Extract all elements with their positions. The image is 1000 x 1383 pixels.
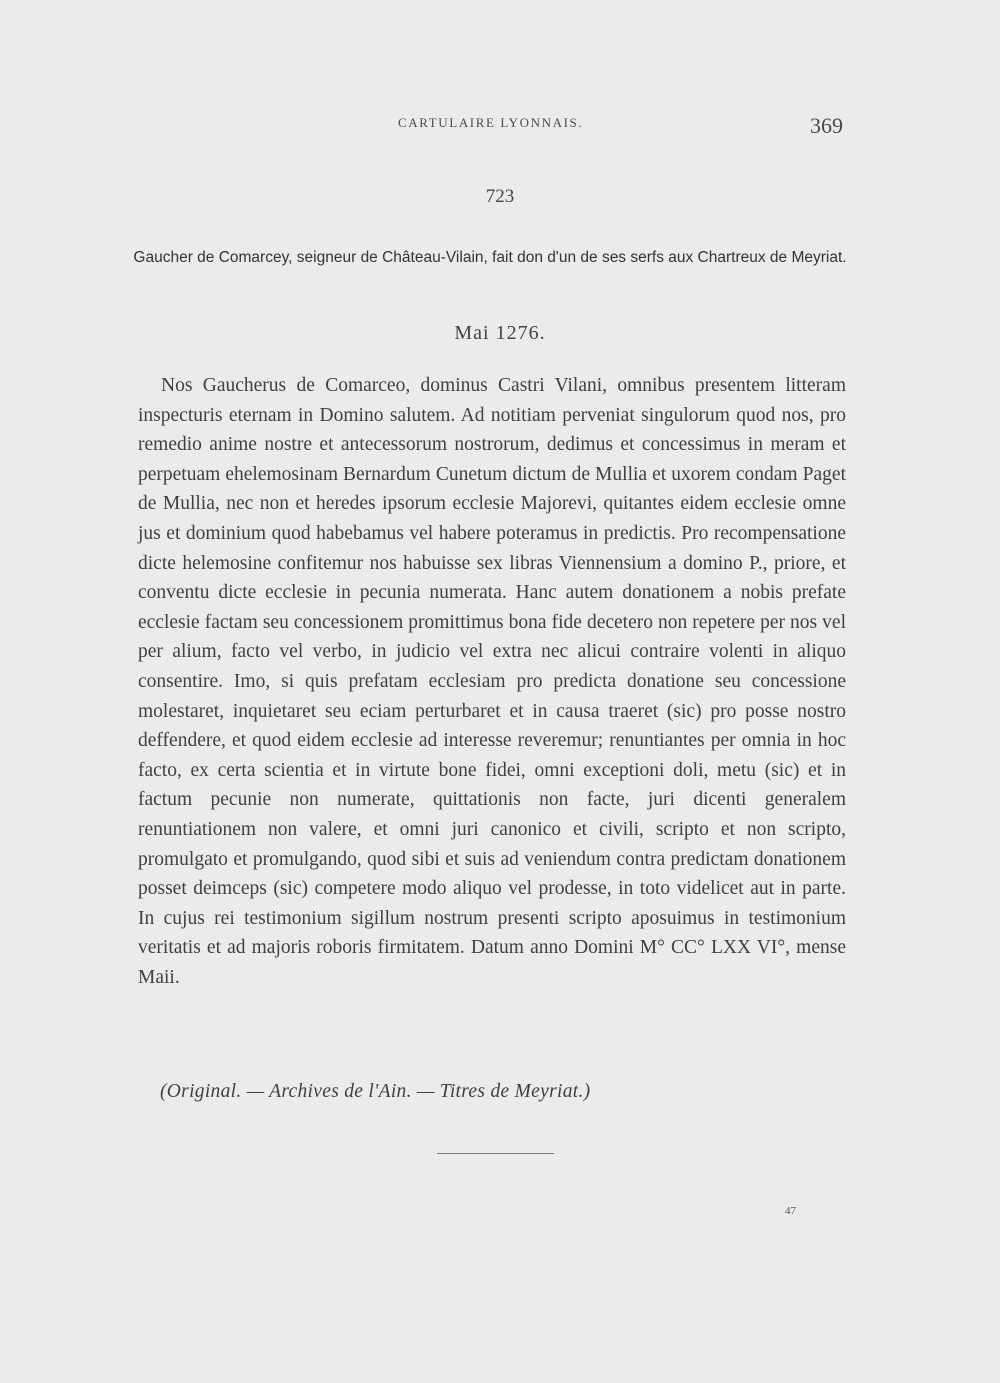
charter-summary: Gaucher de Comarcey, seigneur de Château-Vilain, fait don d'un de ses serfs aux Chartreux de Meyriat. (133, 249, 847, 266)
page-number: 369 (810, 113, 843, 138)
charter-date: Mai 1276. (454, 322, 546, 344)
charter-number: 723 (485, 186, 515, 207)
section-divider (437, 1153, 554, 1154)
running-head (0, 113, 1000, 137)
signature-mark: 47 (785, 1205, 796, 1217)
source-note: (Original. — Archives de l'Ain. — Titres de Meyriat.) (160, 1081, 591, 1102)
charter-text: Nos Gaucherus de Comarceo, dominus Castri Vilani, omnibus presentem litteram inspecturis eternam in Domino salutem. Ad notitiam perveniat singulorum quod nos, pro remedio anime nostre et antecessorum nostrorum, dedimus et concessimus in meram et perpetuam ehelemosinam Bernardum Cunetum dictum de Mullia et uxorem condam Paget de Mullia, nec non et heredes ipsorum ecclesie Majorevi, quitantes eidem ecclesie omne jus et dominium quod habebamus vel habere poteramus in predictis. Pro recompensatione dicte helemosine confitemur nos habuisse sex libras Viennensium a domino P., priore, et conventu dicte ecclesie in pecunia numerata. Hanc autem donationem a nobis prefate ecclesie factam seu concessionem promittimus bona fide decetero non repetere per nos vel per alium, facto vel verbo, in judicio vel extra nec alicui contraire volenti in aliquo consentire. Imo, si quis prefatam ecclesiam pro predicta donatione seu concessione molestaret, inquietaret seu eciam perturbaret et in causa traeret (sic) pro posse nostro deffendere, et quod eidem ecclesie ad interesse reveremur; renuntiantes per omnia in hoc facto, ex certa scientia et in virtute bone fidei, omni exceptioni doli, metu (sic) et in factum pecunie non numerate, quittationis non facte, juri dicenti generalem renuntiationem non valere, et omni juri canonico et civili, scripto et non scripto, promulgato et promulgando, quod sibi et suis ad veniendum contra predictam donationem posset deimceps (sic) competere modo aliquo vel prodesse, in toto videlicet aut in parte. In cujus rei testimonium sigillum nostrum presenti scripto aposuimus in testimonium veritatis et ad majoris roboris firmitatem. Datum anno Domini M° CC° LXX VI°, mense Maii. (138, 375, 846, 988)
running-title: CARTULAIRE LYONNAIS. (398, 115, 584, 130)
